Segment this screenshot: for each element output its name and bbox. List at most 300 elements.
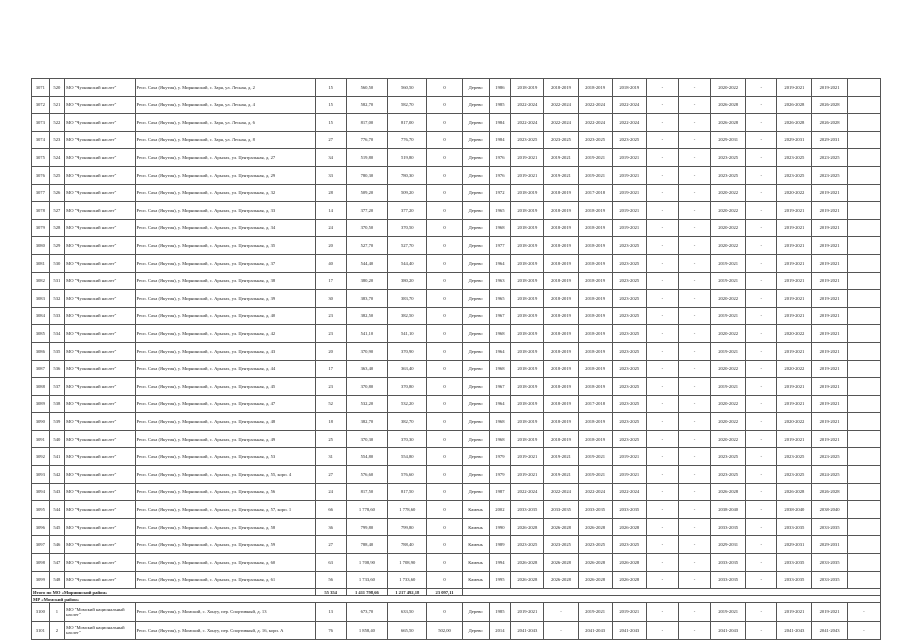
table-cell: 536: [49, 360, 65, 378]
table-cell: МО "Чуонинский наслег": [65, 466, 135, 484]
table-cell: 582,70: [388, 96, 427, 114]
table-cell: 2019-2021: [711, 603, 746, 622]
table-cell: 3100: [32, 603, 50, 622]
table-row: [32, 501, 881, 519]
table-cell: 2020-2022: [711, 395, 746, 413]
table-cell: 532: [49, 290, 65, 308]
table-cell: Респ. Саха (Якутия), у. Мирнинский, с. Арылах, ул. Центральная, д. 44: [135, 360, 315, 378]
table-cell: 370,90: [346, 342, 387, 360]
table-cell: 1994: [489, 554, 511, 572]
table-cell: -: [678, 571, 710, 589]
table-cell: [847, 413, 880, 431]
table-cell: Респ. Саха (Якутия), у. Мирнинский, с. Арылах, ул. Центральная, д. 33: [135, 202, 315, 220]
table-cell: 2014: [489, 621, 511, 640]
table-cell: -: [646, 325, 678, 343]
table-cell: 2029-2031: [812, 131, 847, 149]
table-cell: -: [678, 483, 710, 501]
table-cell: 1984: [489, 114, 511, 132]
table-cell: 28: [315, 184, 346, 202]
table-cell: 2018-2019: [612, 79, 646, 97]
table-cell: 2019-2021: [812, 430, 847, 448]
table-cell: 3075: [32, 149, 50, 167]
table-cell: 2018-2019: [511, 237, 544, 255]
table-cell: Дерево: [462, 621, 489, 640]
table-cell: МО "Чуонинский наслег": [65, 360, 135, 378]
table-cell: 2018-2019: [544, 290, 578, 308]
table-cell: 2041-2043: [578, 621, 612, 640]
table-cell: Респ. Саха (Якутия), у. Мирнинский, с. Арылах, ул. Центральная, д. 53: [135, 448, 315, 466]
table-cell: 2041-2043: [812, 621, 847, 640]
table-cell: -: [544, 603, 578, 622]
table-cell: 2026-2028: [711, 96, 746, 114]
table-cell: Дерево: [462, 166, 489, 184]
table-cell: 3098: [32, 554, 50, 572]
table-cell: Дерево: [462, 603, 489, 622]
table-cell: -: [646, 254, 678, 272]
table-cell: 3096: [32, 518, 50, 536]
table-cell: 2019-2021: [711, 378, 746, 396]
table-cell: 2026-2028: [812, 96, 847, 114]
table-cell: 0: [427, 254, 462, 272]
table-cell: [847, 184, 880, 202]
table-cell: 2019-2021: [511, 448, 544, 466]
table-cell: 542: [49, 466, 65, 484]
table-cell: 370,90: [388, 342, 427, 360]
table-cell: 2023-2025: [612, 272, 646, 290]
table-cell: 2018-2019: [511, 79, 544, 97]
table-row: [32, 184, 881, 202]
table-cell: 36: [315, 518, 346, 536]
table-cell: -: [746, 483, 777, 501]
table-cell: 2019-2021: [812, 413, 847, 431]
table-cell: [847, 307, 880, 325]
table-cell: 532,20: [388, 395, 427, 413]
table-cell: 2023-2025: [612, 325, 646, 343]
table-cell: МО "Чуонинский наслег": [65, 325, 135, 343]
table-cell: 526: [49, 184, 65, 202]
table-row: [32, 621, 881, 640]
table-cell: 2019-2021: [777, 395, 812, 413]
table-row: [32, 96, 881, 114]
table-cell: 2019-2021: [578, 149, 612, 167]
table-cell: 383,70: [388, 290, 427, 308]
table-cell: Камень: [462, 518, 489, 536]
table-cell: 2019-2021: [812, 325, 847, 343]
table-cell: 541,10: [388, 325, 427, 343]
table-cell: 2019-2021: [777, 290, 812, 308]
table-cell: 2026-2028: [812, 483, 847, 501]
table-cell: 531: [49, 272, 65, 290]
table-cell: 370,50: [346, 219, 387, 237]
table-cell: 2022-2024: [544, 483, 578, 501]
table-cell: 2018-2019: [544, 395, 578, 413]
table-cell: [847, 342, 880, 360]
table-cell: 1984: [489, 131, 511, 149]
table-cell: 2026-2028: [711, 114, 746, 132]
table-cell: 2022-2024: [612, 96, 646, 114]
table-cell: МО "Чуонинский наслег": [65, 448, 135, 466]
table-cell: 524: [49, 149, 65, 167]
table-row: [32, 79, 881, 97]
table-cell: Респ. Саха (Якутия), у. Мирнинский, с. Заря, ул. Лесная, д. 4: [135, 96, 315, 114]
table-cell: 2019-2021: [812, 79, 847, 97]
table-cell: 1964: [489, 342, 511, 360]
table-cell: Дерево: [462, 448, 489, 466]
table-cell: 27: [315, 536, 346, 554]
table-cell: 2018-2019: [511, 307, 544, 325]
table-cell: 0: [427, 290, 462, 308]
table-cell: 2023-2025: [777, 466, 812, 484]
table-cell: -: [646, 342, 678, 360]
table-cell: 1 778,60: [346, 501, 387, 519]
table-row: [32, 272, 881, 290]
table-cell: 383,70: [346, 290, 387, 308]
table-cell: -: [646, 149, 678, 167]
table-cell: Респ. Саха (Якутия), у. Мирнинский, с. Арылах, ул. Центральная, д. 43: [135, 342, 315, 360]
table-row: [32, 413, 881, 431]
table-cell: 2019-2021: [812, 254, 847, 272]
table-cell: 799,80: [388, 518, 427, 536]
table-cell: 2033-2035: [777, 518, 812, 536]
table-cell: 535: [49, 342, 65, 360]
table-cell: -: [646, 237, 678, 255]
table-cell: МО "Чуонинский наслег": [65, 254, 135, 272]
table-cell: Респ. Саха (Якутия), у. Мирнинский, с. Арылах, ул. Центральная, д. 59: [135, 536, 315, 554]
table-cell: 377,20: [388, 202, 427, 220]
table-cell: 543: [49, 483, 65, 501]
table-cell: 2018-2019: [511, 254, 544, 272]
table-cell: 3083: [32, 290, 50, 308]
table-cell: -: [646, 413, 678, 431]
table-cell: -: [678, 114, 710, 132]
table-cell: 2019-2021: [812, 290, 847, 308]
table-cell: -: [746, 131, 777, 149]
table-cell: МР «Момский район»: [32, 596, 881, 603]
table-cell: -: [678, 202, 710, 220]
table-cell: 2019-2021: [612, 202, 646, 220]
table-cell: 15: [315, 114, 346, 132]
table-cell: 2018-2019: [578, 272, 612, 290]
table-cell: 0: [427, 395, 462, 413]
table-cell: 1967: [489, 307, 511, 325]
table-cell: [847, 430, 880, 448]
table-cell: 2018-2019: [511, 378, 544, 396]
table-cell: -: [678, 448, 710, 466]
total-row: [32, 589, 881, 596]
table-row: [32, 571, 881, 589]
table-cell: 3081: [32, 254, 50, 272]
table-cell: Дерево: [462, 466, 489, 484]
table-cell: Дерево: [462, 272, 489, 290]
table-row: [32, 254, 881, 272]
table-cell: Респ. Саха (Якутия), у. Мирнинский, с. Арылах, ул. Центральная, д. 40: [135, 307, 315, 325]
table-cell: [847, 501, 880, 519]
table-row: [32, 395, 881, 413]
table-cell: 1985: [489, 96, 511, 114]
table-cell: 2019-2021: [777, 237, 812, 255]
table-cell: -: [646, 184, 678, 202]
table-cell: 2019-2021: [711, 342, 746, 360]
table-cell: 15: [315, 79, 346, 97]
table-cell: 1: [49, 603, 65, 622]
table-cell: 2038-2040: [812, 501, 847, 519]
table-cell: 2019-2021: [544, 166, 578, 184]
table-cell: Дерево: [462, 290, 489, 308]
table-cell: 0: [427, 325, 462, 343]
table-cell: 0: [427, 237, 462, 255]
table-cell: МО "Чуонинский наслег": [65, 483, 135, 501]
table-cell: 2018-2019: [511, 219, 544, 237]
table-cell: 1968: [489, 325, 511, 343]
table-cell: 2: [49, 621, 65, 640]
table-cell: 509,20: [388, 184, 427, 202]
table-cell: 521: [49, 96, 65, 114]
table-cell: 2018-2019: [511, 202, 544, 220]
table-cell: 1977: [489, 237, 511, 255]
table-cell: 2019-2021: [612, 184, 646, 202]
table-cell: Дерево: [462, 79, 489, 97]
table-cell: [847, 378, 880, 396]
table-cell: [847, 114, 880, 132]
table-cell: 1 708,90: [346, 554, 387, 572]
table-cell: 1 217 492,18: [388, 589, 427, 596]
table-cell: 3080: [32, 237, 50, 255]
table-cell: 33: [315, 166, 346, 184]
table-cell: 20: [315, 237, 346, 255]
table-cell: 2023-2025: [711, 166, 746, 184]
table-cell: 2017-2018: [578, 395, 612, 413]
table-cell: 3101: [32, 621, 50, 640]
table-cell: 2024-2025: [812, 466, 847, 484]
table-cell: [847, 571, 880, 589]
table-cell: -: [746, 466, 777, 484]
table-cell: -: [678, 378, 710, 396]
table-cell: 1 733,60: [388, 571, 427, 589]
table-cell: 382,70: [346, 413, 387, 431]
table-cell: МО "Чуонинский наслег": [65, 536, 135, 554]
table-cell: 2033-2035: [612, 501, 646, 519]
table-cell: -: [678, 501, 710, 519]
table-cell: Дерево: [462, 202, 489, 220]
table-cell: 34: [315, 149, 346, 167]
table-cell: -: [746, 79, 777, 97]
table-cell: МО "Момский национальный наслег": [65, 621, 135, 640]
table-cell: 2019-2021: [812, 342, 847, 360]
table-cell: 2019-2021: [578, 166, 612, 184]
table-cell: 2023-2025: [578, 536, 612, 554]
table-cell: 2019-2021: [612, 603, 646, 622]
table-cell: Респ. Саха (Якутия), у. Мирнинский, с. Арылах, ул. Центральная, д. 55, корп. 4: [135, 466, 315, 484]
table-cell: 2019-2021: [777, 603, 812, 622]
table-cell: 2023-2025: [612, 237, 646, 255]
table-cell: 2018-2019: [578, 290, 612, 308]
table-cell: 24: [315, 483, 346, 501]
table-cell: 2019-2021: [612, 166, 646, 184]
table-cell: 817,00: [388, 114, 427, 132]
table-cell: 3094: [32, 483, 50, 501]
table-cell: 2019-2021: [777, 79, 812, 97]
table-cell: 2020-2022: [711, 202, 746, 220]
table-cell: 529: [49, 237, 65, 255]
table-cell: МО "Чуонинский наслег": [65, 149, 135, 167]
table-cell: МО "Чуонинский наслег": [65, 518, 135, 536]
table-cell: -: [678, 518, 710, 536]
table-cell: 2018-2019: [544, 360, 578, 378]
table-cell: 3084: [32, 307, 50, 325]
table-cell: 0: [427, 430, 462, 448]
table-cell: Камень: [462, 501, 489, 519]
table-cell: 2019-2021: [812, 603, 847, 622]
table-cell: -: [746, 395, 777, 413]
table-cell: 2023-2025: [812, 448, 847, 466]
table-cell: -: [746, 603, 777, 622]
table-cell: Респ. Саха (Якутия), у. Мирнинский, с. Арылах, ул. Центральная, д. 42: [135, 325, 315, 343]
table-cell: 2020-2022: [711, 413, 746, 431]
table-cell: 2038-2040: [777, 501, 812, 519]
table-cell: МО "Чуонинский наслег": [65, 501, 135, 519]
table-cell: 2041-2043: [612, 621, 646, 640]
table-cell: 799,80: [346, 518, 387, 536]
table-cell: 2026-2028: [612, 571, 646, 589]
table-cell: 3077: [32, 184, 50, 202]
table-cell: 502,00: [427, 621, 462, 640]
table-cell: -: [746, 184, 777, 202]
table-cell: 2018-2019: [544, 413, 578, 431]
table-cell: 2026-2028: [511, 571, 544, 589]
table-cell: 546: [49, 536, 65, 554]
table-cell: Респ. Саха (Якутия), у. Мирнинский, с. Арылах, ул. Центральная, д. 49: [135, 430, 315, 448]
table-cell: -: [678, 79, 710, 97]
table-cell: -: [678, 466, 710, 484]
table-cell: -: [646, 114, 678, 132]
table-row: [32, 378, 881, 396]
table-cell: 540: [49, 430, 65, 448]
table-cell: -: [746, 166, 777, 184]
table-cell: 2020-2022: [711, 360, 746, 378]
table-cell: 2018-2019: [511, 325, 544, 343]
table-cell: 1986: [489, 79, 511, 97]
table-cell: 541: [49, 448, 65, 466]
table-cell: -: [678, 554, 710, 572]
table-cell: 2019-2021: [777, 219, 812, 237]
table-cell: Дерево: [462, 413, 489, 431]
table-cell: 1976: [489, 166, 511, 184]
table-cell: -: [746, 254, 777, 272]
table-cell: Камень: [462, 536, 489, 554]
table-cell: 2026-2028: [544, 518, 578, 536]
table-cell: -: [746, 96, 777, 114]
table-cell: 30: [315, 290, 346, 308]
table-cell: 2019-2021: [711, 307, 746, 325]
table-cell: 2022-2024: [578, 96, 612, 114]
table-row: [32, 466, 881, 484]
table-cell: 0: [427, 518, 462, 536]
table-cell: 2018-2019: [578, 360, 612, 378]
table-cell: 25: [315, 430, 346, 448]
table-row: [32, 603, 881, 622]
table-cell: 2019-2021: [812, 360, 847, 378]
table-cell: 27: [315, 466, 346, 484]
table-cell: -: [678, 307, 710, 325]
table-cell: 0: [427, 603, 462, 622]
table-cell: 3087: [32, 360, 50, 378]
table-cell: [847, 448, 880, 466]
table-cell: 0: [427, 307, 462, 325]
table-cell: 1972: [489, 184, 511, 202]
table-row: [32, 290, 881, 308]
table-cell: 2022-2024: [612, 483, 646, 501]
table-cell: Респ. Саха (Якутия), у. Мирнинский, с. Заря, ул. Лесная, д. 6: [135, 114, 315, 132]
table-cell: 0: [427, 378, 462, 396]
table-cell: [847, 360, 880, 378]
table-cell: 2019-2021: [812, 237, 847, 255]
table-cell: -: [646, 360, 678, 378]
table-cell: 3090: [32, 413, 50, 431]
table-cell: 2020-2022: [777, 325, 812, 343]
table-cell: 380,20: [388, 272, 427, 290]
table-cell: 2017-2018: [578, 184, 612, 202]
table-cell: Дерево: [462, 96, 489, 114]
table-cell: 1968: [489, 413, 511, 431]
table-cell: -: [678, 272, 710, 290]
table-cell: 1965: [489, 202, 511, 220]
table-cell: -: [678, 149, 710, 167]
table-cell: 2022-2024: [511, 483, 544, 501]
table-cell: Респ. Саха (Якутия), у. Мирнинский, с. Арылах, ул. Центральная, д. 38: [135, 272, 315, 290]
table-cell: 2023-2025: [612, 395, 646, 413]
table-cell: Дерево: [462, 325, 489, 343]
table-cell: -: [746, 518, 777, 536]
table-cell: 0: [427, 272, 462, 290]
table-cell: -: [646, 571, 678, 589]
table-cell: Дерево: [462, 254, 489, 272]
table-cell: 2023-2025: [544, 536, 578, 554]
table-cell: 776,70: [388, 131, 427, 149]
table-cell: 534: [49, 325, 65, 343]
table-cell: -: [678, 237, 710, 255]
table-cell: 3092: [32, 448, 50, 466]
table-cell: 3099: [32, 571, 50, 589]
table-cell: 2018-2019: [511, 342, 544, 360]
table-cell: Дерево: [462, 378, 489, 396]
table-cell: 2023-2025: [612, 342, 646, 360]
table-cell: 2026-2028: [612, 518, 646, 536]
table-cell: 2018-2019: [511, 360, 544, 378]
table-cell: 2018-2019: [544, 342, 578, 360]
table-cell: 23: [315, 307, 346, 325]
table-row: [32, 202, 881, 220]
table-cell: [847, 79, 880, 97]
table-cell: -: [746, 536, 777, 554]
table-cell: -: [646, 501, 678, 519]
table-cell: -: [678, 395, 710, 413]
table-cell: 2041-2043: [777, 621, 812, 640]
table-cell: 523: [49, 131, 65, 149]
table-cell: 1964: [489, 395, 511, 413]
table-cell: 1 733,60: [346, 571, 387, 589]
table-cell: [847, 254, 880, 272]
table-cell: Респ. Саха (Якутия), у. Мирнинский, с. Арылах, ул. Центральная, д. 39: [135, 290, 315, 308]
table-row: [32, 149, 881, 167]
table-cell: МО "Чуонинский наслег": [65, 184, 135, 202]
table-cell: [847, 325, 880, 343]
table-cell: -: [646, 307, 678, 325]
table-cell: 2018-2019: [578, 237, 612, 255]
table-cell: 2026-2028: [812, 114, 847, 132]
table-cell: 20: [315, 342, 346, 360]
table-cell: 560,50: [388, 79, 427, 97]
table-cell: -: [646, 448, 678, 466]
